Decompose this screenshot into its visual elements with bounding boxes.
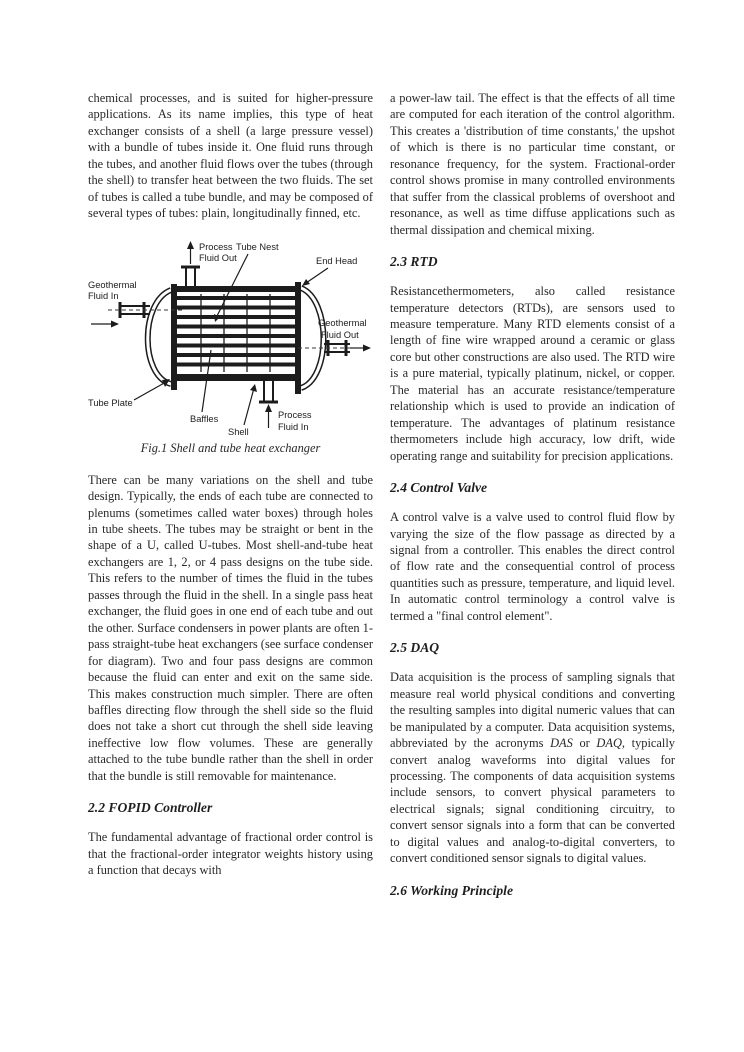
shell-bottom-bar xyxy=(177,374,295,381)
heading-rtd: 2.3 RTD xyxy=(390,254,438,270)
left-bonnet xyxy=(148,290,171,384)
heading-daq: 2.5 DAQ xyxy=(390,640,440,656)
end-head-arrowhead xyxy=(302,279,310,286)
daq-acronym-das: DAS xyxy=(550,736,573,751)
process-fluid-in-nozzle xyxy=(259,381,278,428)
left-bonnet-inner xyxy=(148,290,171,384)
label-tube-plate: Tube Plate xyxy=(88,397,133,408)
label-geothermal-out-line2: Fluid Out xyxy=(321,329,359,340)
heading-control-valve: 2.4 Control Valve xyxy=(390,480,488,496)
label-process-fluid-in-line2: Fluid In xyxy=(278,421,309,432)
shell-top-bar xyxy=(177,286,295,292)
figure-caption: Fig.1 Shell and tube heat exchanger xyxy=(140,440,321,455)
heat-exchanger-diagram xyxy=(88,238,373,438)
paragraph-power-law: a power-law tail. The effect is that the effects of all time are computed for each iteration of the control algorithm. This creates a 'distribution of time constants,' the upshot of which is there is no particular time constant, or resonance frequency, for the system. Fractional-order control shows promise in many controlled environments that suffer from the classical problems of overshoot and resonance, as well as time diffuse applications such as thermal dissipation and chemical mixing. xyxy=(390,91,675,237)
process-fluid-out-arrow xyxy=(187,241,194,249)
label-geothermal-out-line1: Geothermal xyxy=(318,317,367,328)
process-fluid-in-arrow xyxy=(265,404,272,412)
label-end-head: End Head xyxy=(316,255,358,266)
label-process-fluid-out-line2: Fluid Out xyxy=(199,252,237,263)
paragraph-control-valve: A control valve is a valve used to control fluid flow by varying the size of the flow passage as directed by a signal from a controller. This enables the direct control of flow rate and the consequential control of process quantities such as pressure, temperature, and liquid level. In automatic control terminology a control valve is termed a "final control element". xyxy=(390,510,675,623)
geothermal-out-arrow xyxy=(363,344,371,351)
daq-acronym-daq: DAQ xyxy=(596,736,622,751)
tube-nest-tubes xyxy=(177,296,295,367)
label-shell: Shell xyxy=(228,426,249,437)
geothermal-in-arrow xyxy=(111,320,119,327)
paragraph-daq xyxy=(390,669,675,866)
figure-shell-tube-heat-exchanger xyxy=(88,238,373,438)
process-fluid-out-nozzle xyxy=(181,241,200,286)
paragraph-rtd: Resistancethermometers, also called resistance temperature detectors (RTDs), are sensors used to measure temperature. Many RTD elements consist of a length of fine wire wrapped around a ceramic or glass core but other constructions are also used. The RTD wire is a pure material, typically platinum, nickel, or copper. The material has an accurate resistance/temperature relationship which is used to provide an indication of temperature. The advantages of platinum resistance thermometers include high accuracy, low drift, wide operating range and suitability for precision applications. xyxy=(390,284,675,463)
left-column xyxy=(88,90,373,912)
heading-fopid-controller: 2.2 FOPID Controller xyxy=(88,800,213,816)
end-head-bar xyxy=(295,282,301,394)
paragraph-fopid: The fundamental advantage of fractional order control is that the fractional-order integrator weights history using a function that decays with xyxy=(88,830,373,878)
paragraph-shell-tube-design: There can be many variations on the shell and tube design. Typically, the ends of each tube are connected to plenums (sometimes called water boxes) through holes in tube sheets. The tubes may be straight or bent in the shape of a U, called U-tubes. Most shell-and-tube heat exchangers are 1, 2, or 4 pass designs on the tube side. This refers to the number of times the fluid in the tubes passes through the fluid in the shell. In a single pass heat exchanger, the fluid goes in one end of each tube and out the other. Surface condensers in power plants are often 1-pass straight-tube heat exchangers (see surface condenser for diagram). Two and four pass designs are common because the fluid can enter and exit on the same side. This makes construction much simpler. There are often baffles directing flow through the shell side so the fluid does not take a short cut through the shell side leaving ineffective low flow volumes. These are generally attached to the tube bundle rather than the shell in order that the bundle is still removable for maintenance. xyxy=(88,472,373,783)
label-process-fluid-in-line1: Process xyxy=(278,409,312,420)
daq-text-2: or xyxy=(572,736,597,751)
tube-plate-bar xyxy=(171,284,177,390)
paragraph-heat-exchanger-intro: chemical processes, and is suited for higher-pressure applications. As its name implies, this type of heat exchanger consists of a shell (a large pressure vessel) with a bundle of tubes inside it. One fluid runs through the tubes, and another fluid flows over the tubes (through the shell) to transfer heat between the two fluids. The set of tubes is called a tube bundle, and may be composed of several types of tubes: plain, longitudinally finned, etc. xyxy=(88,91,373,221)
label-geothermal-in-line1: Geothermal xyxy=(88,279,137,290)
label-geothermal-in-line2: Fluid In xyxy=(88,290,119,301)
shell-arrowhead xyxy=(250,384,257,392)
label-tube-nest: Tube Nest xyxy=(236,241,279,252)
daq-text-1: Data acquisition is the process of sampling signals that measure real world physical conditions and converting the resulting samples into digital numeric values that can be manipulated by a computer. Data acquisition systems, abbreviated by the acronyms xyxy=(390,670,675,751)
right-column xyxy=(390,90,675,912)
label-process-fluid-out-line1: Process xyxy=(199,241,233,252)
label-baffles: Baffles xyxy=(190,413,219,424)
daq-text-3: , typically convert analog waveforms into digital values for processing. The components of data acquisition systems include sensors, to convert physical parameters to electrical signals; signal conditioning circuitry, to convert sensor signals into a form that can be converted to digital values and analog-to-digital converters, to convert conditioned sensor signals to digital values. xyxy=(390,736,675,866)
heading-working-principle: 2.6 Working Principle xyxy=(390,882,513,898)
